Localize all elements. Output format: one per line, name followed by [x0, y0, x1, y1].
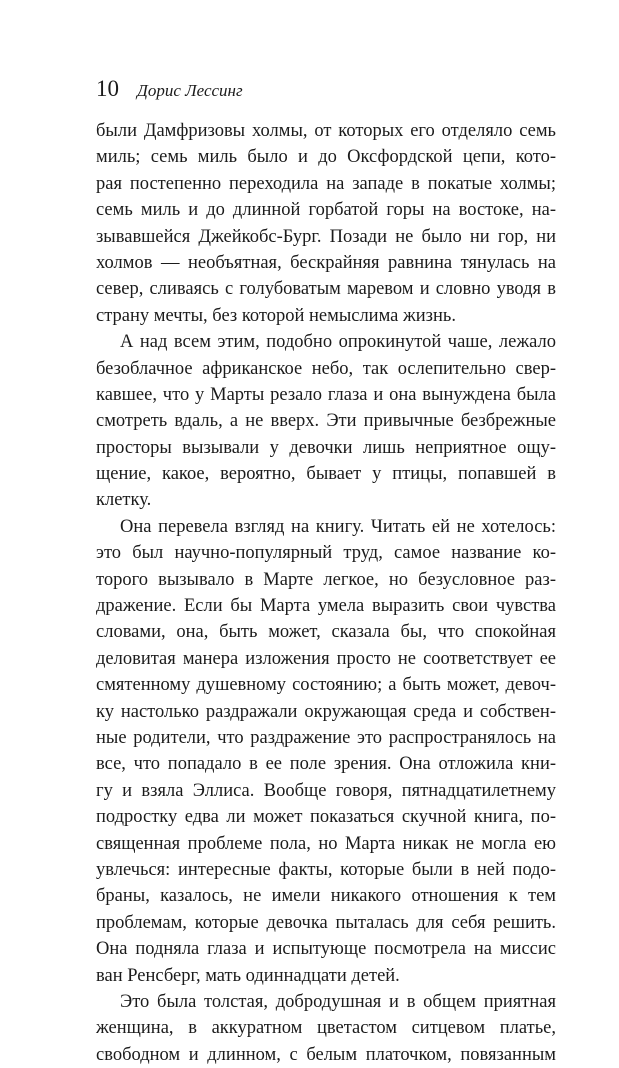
text-line: священная проблеме пола, но Марта никак не могла ею — [96, 833, 556, 854]
running-head-author: Дорис Лессинг — [137, 81, 243, 100]
text-line: просторы вызывали у девочки лишь неприятное ощу- — [96, 437, 556, 458]
text-line: Она подняла глаза и испытующе посмотрела на миссис — [96, 939, 556, 960]
text-line: все, что попадало в ее поле зрения. Она отложила кни- — [96, 754, 556, 775]
text-line: свободном и длинном, с белым платочком, повязанным — [96, 1044, 556, 1065]
page-number: 10 — [96, 76, 119, 101]
text-line: ные родители, что раздражение это распространялось на — [96, 727, 556, 748]
text-line: семь миль и до длинной горбатой горы на востоке, на- — [96, 200, 556, 221]
text-line: проблемам, которые девочка пыталась для себя решить. — [96, 912, 556, 933]
text-line: миль; семь миль было и до Оксфордской цепи, кото- — [96, 147, 556, 168]
text-line: браны, казалось, не имели никакого отношения к тем — [96, 886, 556, 907]
text-line: были Дамфризовы холмы, от которых его отделяло семь — [96, 121, 556, 141]
text-line: гу и взяла Эллиса. Вообще говоря, пятнадцатилетнему — [96, 780, 556, 801]
text-line: смятенному душевному состоянию; а быть может, девоч- — [96, 675, 556, 696]
text-line: кавшее, что у Марты резало глаза и она вынуждена была — [96, 384, 556, 405]
text-line: это был научно-популярный труд, самое название ко- — [96, 543, 556, 564]
text-line: ку настолько раздражали окружающая среда и собствен- — [96, 701, 556, 722]
page-header — [96, 76, 243, 102]
text-line: торого вызывало в Марте легкое, но безусловное раз- — [96, 569, 556, 590]
text-line: подростку едва ли может показаться скучной книга, по- — [96, 807, 556, 828]
text-line: деловитая манера изложения просто не соответствует ее — [96, 648, 556, 669]
text-line: безоблачное африканское небо, так ослепительно свер- — [96, 358, 556, 379]
text-line: север, сливаясь с голубоватым маревом и словно уводя в — [96, 279, 556, 300]
text-line: Она перевела взгляд на книгу. Читать ей не хотелось: — [120, 516, 556, 537]
body-text — [96, 118, 556, 1068]
text-line: зывавшейся Джейкобс-Бург. Позади не было ни гор, ни — [96, 226, 556, 247]
text-line: щение, какое, вероятно, бывает у птицы, попавшей в — [96, 464, 556, 485]
text-line: ван Ренсберг, мать одиннадцати детей. — [96, 965, 400, 986]
text-line: словами, она, быть может, сказала бы, что спокойная — [96, 622, 556, 643]
text-line: женщина, в аккуратном цветастом ситцевом платье, — [96, 1018, 556, 1039]
text-line: смотреть вдаль, а не вверх. Эти привычные безбрежные — [96, 411, 556, 432]
text-line: холмов — необъятная, бескрайняя равнина тянулась на — [96, 252, 556, 273]
text-line: страну мечты, без которой немыслима жизнь. — [96, 305, 456, 326]
text-line: дражение. Если бы Марта умела выразить свои чувства — [96, 596, 556, 617]
text-line: увлечься: интересные факты, которые были в ней подо- — [96, 859, 556, 880]
text-line: Это была толстая, добродушная и в общем приятная — [120, 991, 556, 1012]
text-line: А над всем этим, подобно опрокинутой чаше, лежало — [120, 332, 556, 353]
text-line: рая постепенно переходила на западе в покатые холмы; — [96, 173, 556, 194]
text-line: клетку. — [96, 490, 152, 511]
